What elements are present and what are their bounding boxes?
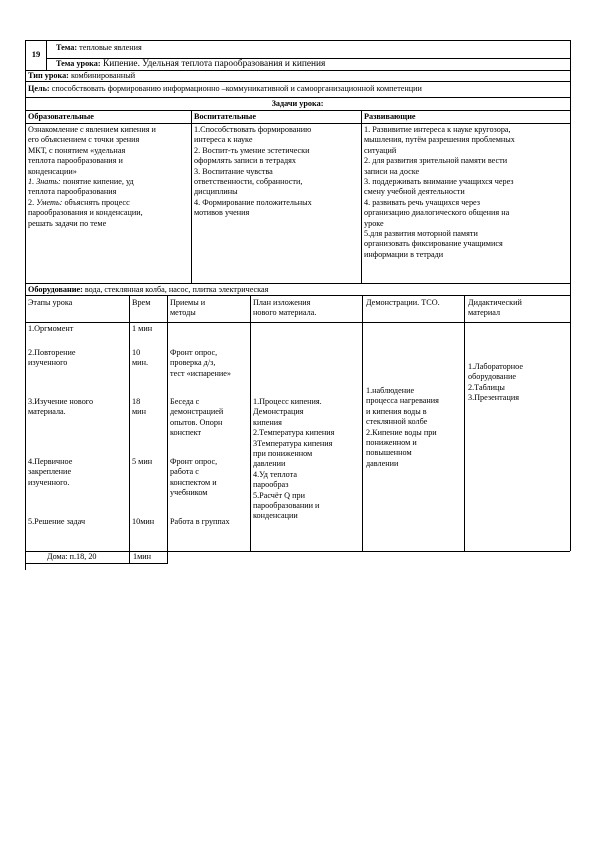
developing-line: записи на доске <box>364 166 420 176</box>
equipment-label: Оборудование: <box>28 285 83 294</box>
methods-line: Фронт опрос, <box>170 457 218 466</box>
time-4: 5 мин <box>132 457 153 466</box>
stage-2-line: 2.Повторение <box>28 348 76 357</box>
stage-4 <box>28 457 72 488</box>
edu-line: его объяснением с точки зрения <box>28 135 140 145</box>
grid-line <box>25 283 570 284</box>
new-material-line: 4.Уд теплота <box>253 469 297 479</box>
didactic-material <box>468 362 568 404</box>
developing-line: 1. Развивитие интереса к науке кругозора, <box>364 125 511 134</box>
equipment-value: вода, стеклянная колба, насос, плитка электрическая <box>82 285 269 294</box>
upbringing-line: дисциплины <box>194 187 238 197</box>
can-label: Уметь: <box>36 197 63 207</box>
grid-line <box>46 40 47 70</box>
grid-line <box>250 295 251 551</box>
developing-line: 5.для развития моторной памяти <box>364 229 478 239</box>
methods-line: тест «испарение» <box>170 368 232 378</box>
new-material-line: давлении <box>253 459 286 469</box>
grid-line <box>25 40 570 41</box>
developing-line: 4. развивать речь учащихся через <box>364 197 481 207</box>
upbringing-line: 3. Воспитание чувства <box>194 166 273 176</box>
lesson-number: 19 <box>31 49 41 59</box>
col-header-methods <box>170 298 205 319</box>
grid-line <box>362 295 363 551</box>
time-3-line: 18 <box>132 397 141 406</box>
stage-3-line: 3.Изучение нового <box>28 397 94 406</box>
col-header-didactic <box>468 298 522 319</box>
edu-line: теплота парообразования и <box>28 156 123 166</box>
goal-row <box>28 84 568 94</box>
stage-1: 1.Оргмомент <box>28 324 74 333</box>
time-3-line: мин <box>132 407 146 417</box>
methods-line: учебником <box>170 488 208 498</box>
tasks-header-upbringing: Воспитательные <box>194 112 256 121</box>
stage-4-line: изученного. <box>28 477 70 487</box>
new-material-line: Демонстрация <box>253 407 304 417</box>
demo-line: и кипения воды в <box>366 406 427 416</box>
upbringing-line: интереса к науке <box>194 135 253 145</box>
col-header-didactic-line: Дидактический <box>468 298 522 307</box>
new-material-plan <box>253 397 361 522</box>
demonstrations <box>366 386 462 469</box>
grid-line <box>129 551 130 563</box>
developing-line: уроке <box>364 218 384 228</box>
stage-4-line: закрепление <box>28 467 72 477</box>
grid-line <box>25 123 570 124</box>
methods-3 <box>170 397 223 439</box>
col-header-stages: Этапы урока <box>28 298 73 307</box>
new-material-line: конденсации <box>253 511 298 521</box>
tasks-title: Задачи урока: <box>271 99 324 108</box>
col-header-time: Врем <box>132 298 151 307</box>
equipment-row <box>28 285 568 295</box>
developing-line: 3. поддерживать внимание учащихся через <box>364 177 514 187</box>
col-header-didactic-line: материал <box>468 308 501 318</box>
homework-label: Дома: п.18, 20 <box>47 552 97 561</box>
stage-2-line: изученного <box>28 358 68 368</box>
grid-line <box>167 295 168 563</box>
col-header-plan-line: План изложения <box>253 298 311 307</box>
demo-line: давлении <box>366 458 399 468</box>
col-header-plan <box>253 298 316 319</box>
time-1: 1 мин <box>132 324 153 333</box>
col-header-plan-line: нового материала. <box>253 308 317 318</box>
demo-line: стеклянной колбе <box>366 417 428 427</box>
demo-line: повышенном <box>366 448 412 458</box>
methods-line: Беседа с <box>170 397 200 406</box>
upbringing-line: ответственности, собранности, <box>194 177 303 187</box>
col-header-methods-line: Приемы и <box>170 298 206 307</box>
can-text: объяснять процесс <box>62 197 130 207</box>
developing-line: смену учебной деятельности <box>364 187 465 197</box>
tasks-header-educational: Образовательные <box>28 112 94 121</box>
stage-2 <box>28 348 76 369</box>
stage-3 <box>28 397 93 418</box>
upbringing-tasks <box>194 125 359 219</box>
topic-label: Тема: <box>56 43 78 52</box>
new-material-line: парообразовании и <box>253 501 320 511</box>
homework-time: 1мин <box>133 552 152 561</box>
upbringing-line: 4. Формирование положительных <box>194 197 312 207</box>
methods-line: проверка д/з, <box>170 358 216 368</box>
didactic-line: 2.Таблицы <box>468 382 505 392</box>
time-3 <box>132 397 146 418</box>
grid-line <box>570 40 571 295</box>
edu-line: парообразования и конденсации, <box>28 208 143 218</box>
col-header-methods-line: методы <box>170 308 196 318</box>
grid-line <box>25 40 26 570</box>
stage-3-line: материала. <box>28 407 66 417</box>
methods-2 <box>170 348 231 379</box>
new-material-line: 3Температура кипения <box>253 438 333 448</box>
tasks-header-developing: Развивающие <box>364 112 416 121</box>
upbringing-line: мотивов учения <box>194 208 250 218</box>
new-material-line: 5.Расчёт Q при <box>253 490 305 500</box>
grid-line <box>361 110 362 283</box>
methods-4 <box>170 457 217 499</box>
edu-line: МКТ, с понятием «удельная <box>28 145 126 155</box>
didactic-line: 1.Лабораторное <box>468 362 523 371</box>
time-5: 10мин <box>132 517 155 526</box>
time-2-line: 10 <box>132 348 141 357</box>
demo-line: процесса нагревания <box>366 396 439 406</box>
know-label: Знать: <box>36 177 61 187</box>
can-number: 2. <box>28 197 35 207</box>
new-material-line: 2.Температура кипения <box>253 428 335 438</box>
methods-line: конспектом и <box>170 477 217 487</box>
methods-line: демонстрацией <box>170 407 224 417</box>
methods-line: опытов. Опорн <box>170 417 223 427</box>
lesson-type-row <box>28 71 568 81</box>
developing-line: мышления, путём разрешения проблемных <box>364 135 515 145</box>
grid-line <box>25 551 570 552</box>
developing-line: организацию диалогического общения на <box>364 208 510 218</box>
edu-line: конденсации» <box>28 166 77 176</box>
demo-line: пониженном и <box>366 438 417 448</box>
edu-know-line <box>28 177 190 187</box>
lesson-topic-value: Кипение. Удельная теплота парообразования и кипения <box>102 59 326 69</box>
new-material-line: кипения <box>253 417 282 427</box>
developing-line: организовать фиксирование учащимися <box>364 239 503 249</box>
demo-line: 2.Кипение воды при <box>366 427 437 437</box>
methods-line: Фронт опрос, <box>170 348 218 357</box>
grid-line <box>570 295 571 551</box>
stage-5: 5.Решение задач <box>28 517 86 526</box>
edu-can-line <box>28 198 190 208</box>
grid-line <box>25 97 570 98</box>
lesson-type-label: Тип урока: <box>28 71 69 80</box>
edu-line: решать задачи по теме <box>28 218 107 228</box>
methods-5: Работа в группах <box>170 517 230 526</box>
lesson-topic-row <box>56 58 566 70</box>
upbringing-line: оформлять записи в тетрадях <box>194 156 296 166</box>
didactic-line: 3.Презентация <box>468 393 519 403</box>
stage-4-line: 4.Первичное <box>28 457 73 466</box>
new-material-line: 1.Процесс кипения. <box>253 397 322 406</box>
educational-tasks <box>28 125 190 229</box>
edu-line: Ознакомление с явлением кипения и <box>28 125 156 134</box>
developing-line: ситуаций <box>364 145 397 155</box>
developing-line: информации в тетради <box>364 249 444 259</box>
demo-line: 1.наблюдение <box>366 386 415 395</box>
grid-line <box>25 551 26 563</box>
know-text: понятие кипение, уд <box>60 177 134 187</box>
lesson-type-value: комбинированный <box>70 71 136 80</box>
new-material-line: при пониженном <box>253 449 313 459</box>
methods-line: работа с <box>170 467 199 477</box>
upbringing-line: 1.Способствовать формированию <box>194 125 312 134</box>
time-2-line: мин. <box>132 358 148 368</box>
topic-value: тепловые явления <box>79 43 142 52</box>
developing-line: 2. для развития зрительной памяти вести <box>364 156 508 166</box>
topic-row <box>56 43 566 53</box>
lesson-topic-label: Тема урока: <box>56 59 101 68</box>
new-material-line: парообраз <box>253 480 289 490</box>
grid-line <box>25 563 168 564</box>
didactic-line: оборудование <box>468 372 516 382</box>
developing-tasks <box>364 125 568 260</box>
goal-value: способствовать формированию информационно –коммуникативной и самоорганизационной компетенции <box>51 84 422 93</box>
grid-line <box>191 110 192 283</box>
methods-line: конспект <box>170 428 202 438</box>
grid-line <box>25 322 570 323</box>
know-number: 1. <box>28 177 35 187</box>
grid-line <box>464 295 465 551</box>
grid-line <box>129 295 130 551</box>
goal-label: Цель: <box>28 84 50 93</box>
time-2 <box>132 348 148 369</box>
edu-line: теплота парообразования <box>28 187 117 197</box>
grid-line <box>25 110 570 111</box>
col-header-demo: Демонстрации. ТСО. <box>366 298 440 307</box>
upbringing-line: 2. Воспит-ть умение эстетически <box>194 145 310 155</box>
